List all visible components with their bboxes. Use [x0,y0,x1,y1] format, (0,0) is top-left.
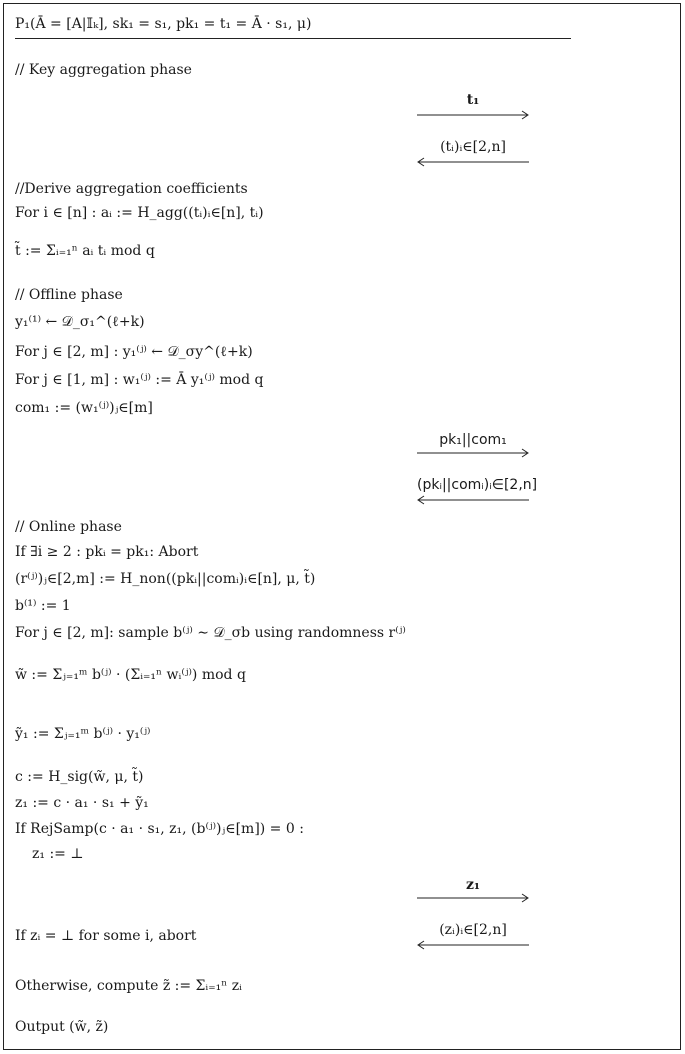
arrow-right-icon [417,110,529,120]
y-tilde-line: ỹ₁ := Σⱼ₌₁ᵐ b⁽ʲ⁾ · y₁⁽ʲ⁾ [15,726,151,742]
key-aggregation-comment: // Key aggregation phase [15,62,192,78]
output-line: Output (w̃, z̃) [15,1019,109,1035]
protocol-title: P₁(Ā = [A|𝕀ₖ], sk₁ = s₁, pk₁ = t₁ = Ā · s₁, μ) [15,16,312,32]
title-rule [15,38,571,39]
arrow-right-icon [417,893,529,903]
y1-sample-line: y₁⁽¹⁾ ← 𝒟_σ₁^(ℓ+k) [15,314,145,330]
agg-coefficient-line: For i ∈ [n] : aᵢ := H_agg((tᵢ)ᵢ∈[n], tᵢ) [15,205,264,221]
msg-recv-pk-com: (pkᵢ||comᵢ)ᵢ∈[2,n] [417,477,538,493]
wj-line: For j ∈ [1, m] : w₁⁽ʲ⁾ := Ā y₁⁽ʲ⁾ mod q [15,372,264,388]
z-tilde-line: Otherwise, compute z̃ := Σᵢ₌₁ⁿ zᵢ [15,978,242,994]
arrow-left-icon [417,495,529,505]
offline-comment: // Offline phase [15,287,123,303]
msg-recv-ti: (tᵢ)ᵢ∈[2,n] [440,139,506,155]
challenge-line: c := H_sig(w̃, μ, t̃) [15,769,144,785]
derive-comment: //Derive aggregation coefficients [15,181,248,197]
com-line: com₁ := (w₁⁽ʲ⁾)ⱼ∈[m] [15,400,153,416]
w-tilde-line: w̃ := Σⱼ₌₁ᵐ b⁽ʲ⁾ · (Σᵢ₌₁ⁿ wᵢ⁽ʲ⁾) mod q [15,667,246,683]
arrow-left-icon [417,940,529,950]
t-tilde-line: t̃ := Σᵢ₌₁ⁿ aᵢ tᵢ mod q [15,243,155,259]
b1-line: b⁽¹⁾ := 1 [15,598,71,614]
msg-send-z1: z₁ [465,877,481,893]
msg-send-t1: t₁ [466,92,480,108]
r-hash-line: (r⁽ʲ⁾)ⱼ∈[2,m] := H_non((pkᵢ||comᵢ)ᵢ∈[n], μ, t̃) [15,571,316,587]
msg-recv-zi: (zᵢ)ᵢ∈[2,n] [439,922,507,938]
online-comment: // Online phase [15,519,122,535]
bj-sample-line: For j ∈ [2, m]: sample b⁽ʲ⁾ ∼ 𝒟_σb using randomness r⁽ʲ⁾ [15,625,406,641]
yj-sample-line: For j ∈ [2, m] : y₁⁽ʲ⁾ ← 𝒟_σy^(ℓ+k) [15,344,253,360]
msg-send-pk-com: pk₁||com₁ [439,432,507,448]
rejsamp-line: If RejSamp(c · a₁ · s₁, z₁, (b⁽ʲ⁾)ⱼ∈[m]) = 0 : [15,821,304,837]
z1-line: z₁ := c · a₁ · s₁ + ỹ₁ [15,795,149,811]
arrow-right-icon [417,448,529,458]
arrow-left-icon [417,157,529,167]
abort-z-line: If zᵢ = ⊥ for some i, abort [15,928,197,944]
abort-check-line: If ∃i ≥ 2 : pkᵢ = pk₁: Abort [15,544,199,560]
z1-bot-line: z₁ := ⊥ [32,846,84,862]
